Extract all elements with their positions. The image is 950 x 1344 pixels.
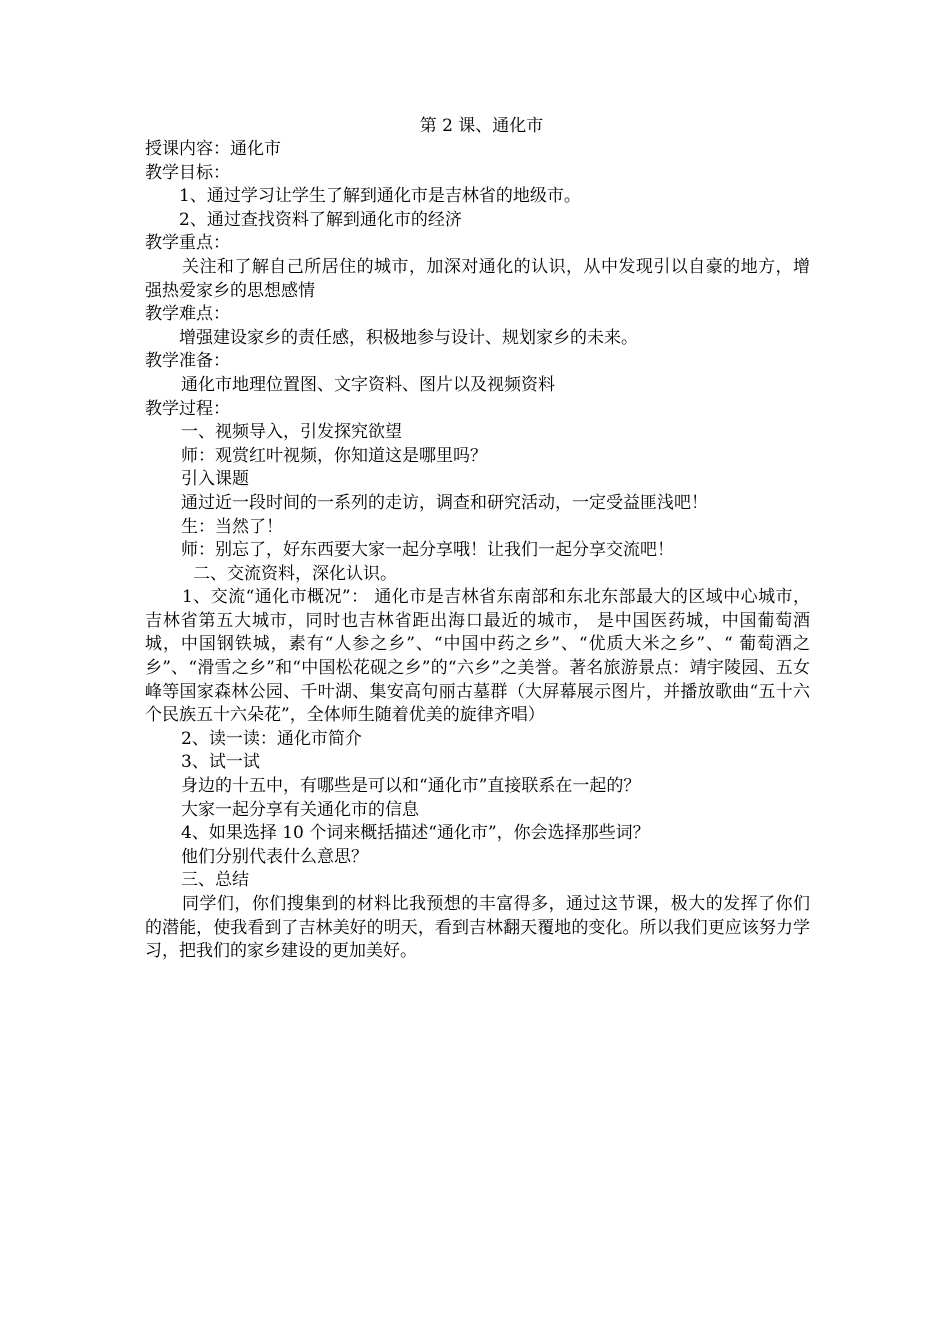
share-info-line: 大家一起分享有关通化市的信息 — [181, 799, 419, 820]
document-body — [145, 114, 810, 964]
objective-item-1: 1、通过学习让学生了解到通化市是吉林省的地级市。 — [179, 186, 581, 207]
school-question-line: 身边的十五中，有哪些是可以和“通化市”直接联系在一起的？ — [181, 776, 641, 797]
preparation-text: 通化市地理位置图、文字资料、图片以及视频资料 — [181, 374, 555, 395]
key-points-heading: 教学重点： — [145, 233, 230, 254]
difficulties-text: 增强建设家乡的责任感，积极地参与设计、规划家乡的未来。 — [179, 327, 638, 348]
student-line: 生：当然了！ — [181, 516, 283, 537]
page-title: 第 2 课、通化市 — [419, 116, 544, 136]
read-item: 2、读一读：通化市简介 — [181, 728, 362, 749]
difficulties-heading: 教学难点： — [145, 304, 230, 325]
teacher-line-2: 师：别忘了，好东西要大家一起分享哦！让我们一起分享交流吧！ — [181, 540, 674, 561]
preparation-heading: 教学准备： — [145, 351, 230, 372]
teacher-line-1: 师：观赏红叶视频，你知道这是哪里吗？ — [181, 445, 487, 466]
key-points-paragraph: 关注和了解自己所居住的城市，加深对通化的认识，从中发现引以自豪的地方，增强热爱家乡的思想感情 — [145, 256, 810, 301]
objective-item-2: 2、通过查找资料了解到通化市的经济 — [179, 209, 462, 230]
process-heading: 教学过程： — [145, 398, 230, 419]
try-item: 3、试一试 — [181, 752, 260, 773]
summary-paragraph: 同学们，你们搜集到的材料比我预想的丰富得多，通过这节课，极大的发挥了你们的潜能，使我看到了吉林美好的明天，看到吉林翻天覆地的变化。所以我们更应该努力学习，把我们的家乡建设的更加美好。 — [145, 894, 810, 962]
intro-topic-line: 引入课题 — [181, 469, 249, 490]
summary-heading: 三、总结 — [181, 870, 249, 891]
objectives-heading: 教学目标： — [145, 162, 230, 183]
overview-paragraph: 1、交流“通化市概况”： 通化市是吉林省东南部和东北东部最大的区域中心城市，吉林省第五大城市，同时也吉林省距出海口最近的城市， 是中国医药城，中国葡萄酒城，中国钢铁城，素有“人参之乡”、“中国中药之乡”、“优质大米之乡”、“ 葡萄酒之乡”、“滑雪之乡”和“中国松花砚之乡”的“六乡”之美誉。著名旅游景点：靖宇陵园、五女峰等国家森林公园、千叶湖、集安高句丽古墓群（大屏幕展示图片，并播放歌曲“五十六个民族五十六朵花”，全体师生随着优美的旋律齐唱） — [145, 587, 810, 726]
words-question-line: 4、如果选择 10 个词来概括描述“通化市”，你会选择那些词？ — [181, 823, 650, 844]
section-two-heading: 二、交流资料，深化认识。 — [193, 563, 397, 584]
meaning-question-line: 他们分别代表什么意思？ — [181, 846, 368, 867]
section-one-heading: 一、视频导入，引发探究欲望 — [181, 422, 402, 443]
course-content-line: 授课内容：通化市 — [145, 139, 281, 159]
research-line: 通过近一段时间的一系列的走访，调查和研究活动，一定受益匪浅吧！ — [181, 492, 708, 513]
